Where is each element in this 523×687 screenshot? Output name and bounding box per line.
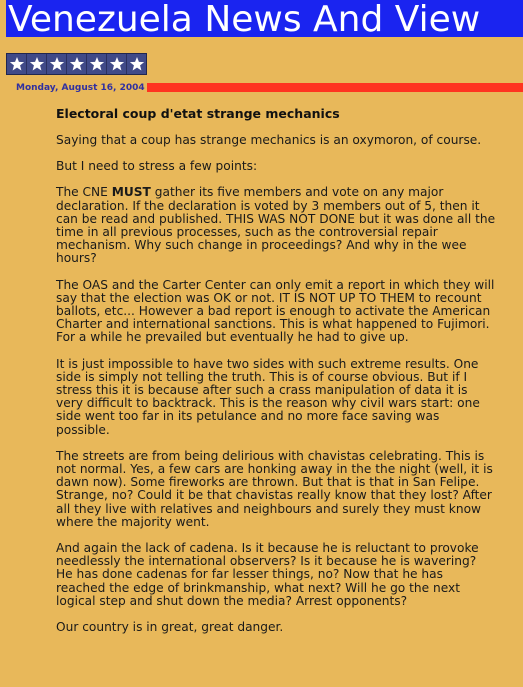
blog-title[interactable]: Venezuela News And View — [6, 0, 523, 37]
paragraph: Our country is in great, great danger. — [56, 620, 284, 635]
text-run: The CNE — [56, 185, 112, 200]
paragraph: The OAS and the Carter Center can only emit a report in which they will say that the election was OK or not. IT IS NOT UP TO THEM to recount ballots, etc... However a bad report is enough to activate the American Charter and international sanctions. This is what happened to Fujimori. For a while he prevailed but eventually he had to give up. — [56, 277, 495, 345]
star-icon — [47, 54, 67, 74]
star-icon — [87, 54, 107, 74]
star-icon — [127, 54, 146, 74]
star-icon — [27, 54, 47, 74]
post-date: Monday, August 16, 2004 — [16, 83, 145, 93]
emphasis-text: MUST — [111, 185, 151, 200]
rating-stars — [6, 53, 147, 75]
star-icon — [7, 54, 27, 74]
paragraph: The streets are from being delirious with chavistas celebrating. This is not normal. Yes, a few cars are honking away in the the night (well, it is dawn now). Some fireworks are thrown. But that is that in San Felipe. Strange, no? Could it be that chavistas really know that they lost? After all they live with relatives and neighbours and surely they must know where the majority went. — [56, 448, 493, 529]
paragraph: But I need to stress a few points: — [56, 159, 258, 174]
star-icon — [107, 54, 127, 74]
star-icon — [67, 54, 87, 74]
paragraph — [56, 186, 496, 265]
text-run: gather its five members and vote on any major declaration. If the declaration is voted by 3 members out of 5, then it can be read and published. THIS WAS NOT DONE but it was done all the time in all previous processes, such as the controversial repair mechanism. Why such change in proceedings? And why in the wee hours? — [56, 185, 496, 266]
post-body — [56, 134, 496, 647]
post-title: Electoral coup d'etat strange mechanics — [56, 106, 340, 121]
paragraph: And again the lack of cadena. Is it because he is reluctant to provoke needlessly the international observers? Is it because he is wavering? He has done cadenas for far lesser things, no? Now that he has reached the edge of brinkmanship, what next? Will he go the next logical step and shut down the media? Arrest opponents? — [56, 541, 479, 608]
paragraph: Saying that a coup has strange mechanics is an oxymoron, of course. — [56, 133, 482, 147]
paragraph: It is just impossible to have two sides with such extreme results. One side is simply not telling the truth. This is of course obvious. But if I stress this it is because after such a crass manipulation of data it is very difficult to backtrack. This is the reason why civil wars start: one side went too far in its petulance and no more face saving was possible. — [56, 356, 480, 437]
